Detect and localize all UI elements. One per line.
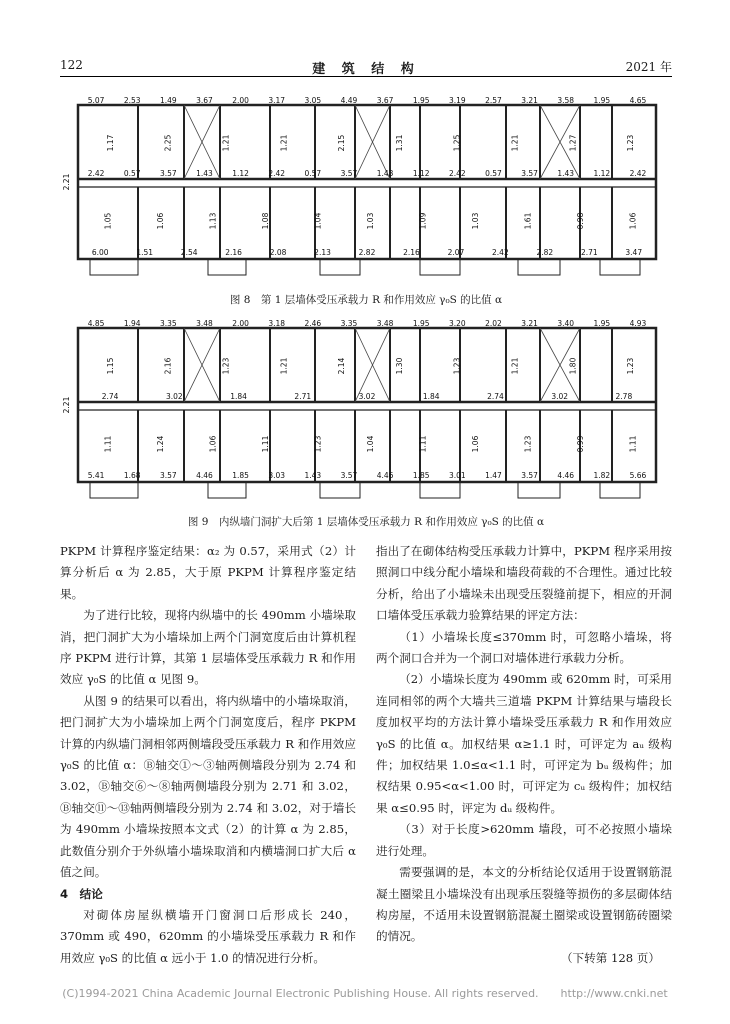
lower-wall-ratio-label: 1.09 <box>418 212 428 230</box>
top-ratio-label: 4.93 <box>629 319 647 328</box>
page-header <box>60 58 672 78</box>
top-ratio-label: 3.58 <box>557 96 575 105</box>
mid-ratio-label: 3.02 <box>165 392 183 401</box>
balcony <box>320 482 360 498</box>
bottom-ratio-label: 5.41 <box>87 471 105 480</box>
lower-wall-ratio-label: 0.99 <box>576 435 586 453</box>
figure-9-caption: 图 9 内纵墙门洞扩大后第 1 层墙体受压承载力 R 和作用效应 γ₀S 的比值 α <box>187 516 545 528</box>
page-number: 122 <box>60 58 83 72</box>
upper-wall-ratio-label: 1.21 <box>279 357 289 375</box>
top-ratio-label: 2.46 <box>304 319 322 328</box>
header-rule <box>60 76 672 77</box>
bottom-ratio-label: 3.03 <box>268 471 286 480</box>
bottom-ratio-label: 1.43 <box>304 471 322 480</box>
bottom-ratio-label: 2.82 <box>358 248 376 257</box>
left-column <box>60 541 356 969</box>
balcony <box>208 259 246 275</box>
lower-wall-ratio-label: 1.06 <box>155 212 165 230</box>
continued-note: （下转第 128 页） <box>560 950 660 965</box>
top-ratio-label: 1.95 <box>593 319 611 328</box>
bottom-ratio-label: 2.54 <box>180 248 198 257</box>
bottom-ratio-label: 3.57 <box>340 471 358 480</box>
bottom-ratio-label: 2.13 <box>314 248 331 257</box>
balcony <box>600 259 640 275</box>
bottom-ratio-label: 1.82 <box>593 471 611 480</box>
upper-wall-ratio-label: 1.30 <box>394 357 404 375</box>
bottom-ratio-label: 5.66 <box>629 471 647 480</box>
figure-8-caption: 图 8 第 1 层墙体受压承载力 R 和作用效应 γ₀S 的比值 α <box>229 294 503 306</box>
top-ratio-label: 3.35 <box>340 319 358 328</box>
top-ratio-label: 3.21 <box>521 96 538 105</box>
upper-wall-ratio-label: 1.80 <box>568 357 578 375</box>
balcony <box>208 482 246 498</box>
balcony <box>320 259 360 275</box>
bottom-ratio-label: 4.46 <box>557 471 575 480</box>
upper-wall-ratio-label: 1.23 <box>626 357 636 375</box>
lower-wall-ratio-label: 1.06 <box>628 212 638 230</box>
top-ratio-label: 1.94 <box>123 319 141 328</box>
upper-wall-ratio-label: 1.21 <box>510 357 520 375</box>
mid-ratio-label: 2.42 <box>629 169 647 178</box>
top-ratio-label: 3.67 <box>196 96 213 105</box>
lower-wall-ratio-label: 1.06 <box>208 435 218 453</box>
mid-ratio-label: 2.78 <box>615 392 633 401</box>
bottom-ratio-label: 2.82 <box>536 248 554 257</box>
upper-wall-ratio-label: 1.23 <box>221 357 231 375</box>
bottom-ratio-label: 1.85 <box>232 471 249 480</box>
balcony <box>90 259 138 275</box>
paragraph: 需要强调的是，本文的分析结论仅适用于设置钢筋混凝土圈梁且小墙垛没有出现承压裂缝等损伤的多层砌体结构房屋，不适用未设置钢筋混凝土圈梁或设置钢筋砖圈梁的情况。 <box>376 865 672 944</box>
top-ratio-label: 3.21 <box>521 319 538 328</box>
plan-outer-wall <box>78 328 656 482</box>
top-ratio-label: 1.95 <box>412 319 430 328</box>
bottom-ratio-label: 2.16 <box>225 248 242 257</box>
top-ratio-label: 4.65 <box>629 96 647 105</box>
paragraph: 指出了在砌体结构受压承载力计算中，PKPM 程序采用按照洞口中线分配小墙垛和墙段荷载的不合理性。通过比较分析，给出了小墙垛未出现受压裂缝前提下，相应的开洞口墙体受压承载力验算结果的评定方法： <box>376 544 672 623</box>
top-ratio-label: 3.67 <box>376 96 394 105</box>
lower-wall-ratio-label: 1.04 <box>366 435 375 453</box>
upper-wall-ratio-label: 1.25 <box>452 134 462 152</box>
mid-ratio-label: 2.42 <box>87 169 105 178</box>
upper-wall-ratio-label: 1.15 <box>105 357 115 375</box>
paragraph: 从图 9 的结果可以看出，将内纵墙中的小墙垛取消，把门洞扩大为小墙垛加上两个门洞宽度后，程序 PKPM 计算的内纵墙门洞相邻两侧墙段受压承载力 R 和作用效应 γ₀S 的比值 α：Ⓑ轴交①～③轴两侧墙段分别为 2.74 和 3.02，Ⓑ轴交⑥～⑧轴两侧墙段分别为 2.71 和 3.02，Ⓑ轴交⑪～⑬轴两侧墙段分别为 2.74 和 3.02，对于墙长为 490mm 小墙垛按照本文式（2）的计算 α 为 2.85，此数值分别介于外纵墙小墙垛取消和内横墙洞口扩大后 α 值之间。 <box>60 693 356 880</box>
top-ratio-label: 1.95 <box>593 96 611 105</box>
upper-wall-ratio-label: 1.23 <box>452 357 462 375</box>
top-ratio-label: 3.18 <box>268 319 286 328</box>
figure-9 <box>60 318 672 510</box>
top-ratio-label: 2.57 <box>485 96 502 105</box>
top-ratio-label: 1.95 <box>412 96 430 105</box>
balcony <box>420 259 460 275</box>
top-ratio-label: 3.48 <box>196 319 213 328</box>
upper-wall-ratio-label: 2.15 <box>337 134 347 152</box>
top-ratio-label: 2.00 <box>232 96 249 105</box>
lower-wall-ratio-label: 1.06 <box>471 435 481 453</box>
mid-ratio-label: 2.42 <box>268 169 286 178</box>
right-column <box>376 541 672 969</box>
mid-ratio-label: 3.02 <box>358 392 376 401</box>
top-ratio-label: 4.49 <box>340 96 358 105</box>
top-ratio-label: 5.07 <box>87 96 105 105</box>
mid-ratio-label: 0.57 <box>485 169 502 178</box>
list-item: （3）对于长度>620mm 墙段，可不必按照小墙垛进行处理。 <box>376 822 672 858</box>
bottom-ratio-label: 3.57 <box>159 471 177 480</box>
paragraph: 为了进行比较，现将内纵墙中的长 490mm 小墙垛取消，把门洞扩大为小墙垛加上两个门洞宽度后由计算机程序 PKPM 进行计算，其第 1 层墙体受压承载力 R 和作用效应 γ₀S 的比值 α 见图 9。 <box>60 608 356 687</box>
lower-wall-ratio-label: 1.11 <box>418 435 428 453</box>
list-item: （1）小墙垛长度≤370mm 时，可忽略小墙垛，将两个洞口合并为一个洞口对墙体进行承载力分析。 <box>376 629 672 666</box>
mid-ratio-label: 3.57 <box>340 169 358 178</box>
lower-wall-ratio-label: 1.04 <box>313 212 323 230</box>
lower-wall-ratio-label: 1.11 <box>628 435 638 453</box>
top-ratio-label: 3.40 <box>557 319 575 328</box>
top-ratio-label: 3.19 <box>448 96 466 105</box>
bottom-ratio-label: 3.57 <box>521 471 538 480</box>
lower-wall-ratio-label: 1.03 <box>366 212 375 230</box>
balcony <box>518 482 560 498</box>
mid-ratio-label: 1.43 <box>196 169 213 178</box>
mid-ratio-label: 0.57 <box>304 169 322 178</box>
upper-wall-ratio-label: 1.27 <box>568 134 578 152</box>
section-heading: 4 结论 <box>60 886 103 901</box>
paragraph: 对砌体房屋纵横墙开门窗洞口后形成长 240，370mm 或 490，620mm 的小墙垛受压承载力 R 和作用效应 γ₀S 的比值 α 远小于 1.0 的情况进行分析。 <box>60 907 356 965</box>
journal-title: 建 筑 结 构 <box>312 62 420 77</box>
balcony <box>420 482 460 498</box>
lower-wall-ratio-label: 1.03 <box>471 212 481 230</box>
bottom-ratio-label: 2.16 <box>403 248 420 257</box>
figure-8-plan <box>60 95 672 287</box>
top-ratio-label: 2.02 <box>485 319 502 328</box>
mid-ratio-label: 2.74 <box>487 392 504 401</box>
bottom-ratio-label: 4.46 <box>376 471 394 480</box>
top-ratio-label: 3.17 <box>268 96 286 105</box>
lower-wall-ratio-label: 1.24 <box>155 435 165 453</box>
lower-wall-ratio-label: 1.05 <box>103 212 113 230</box>
top-ratio-label: 3.20 <box>448 319 466 328</box>
upper-wall-ratio-label: 2.14 <box>337 357 347 375</box>
bottom-ratio-label: 1.85 <box>412 471 430 480</box>
lower-wall-ratio-label: 1.61 <box>523 212 533 230</box>
upper-wall-ratio-label: 1.21 <box>510 134 520 152</box>
upper-wall-ratio-label: 1.23 <box>626 134 636 152</box>
mid-ratio-label: 1.43 <box>376 169 394 178</box>
top-ratio-label: 1.49 <box>159 96 177 105</box>
lower-wall-ratio-label: 1.11 <box>103 435 113 453</box>
mid-ratio-label: 1.43 <box>557 169 575 178</box>
figure-8 <box>60 95 672 287</box>
balcony <box>600 482 640 498</box>
lower-wall-ratio-label: 0.98 <box>576 212 586 230</box>
bottom-ratio-label: 2.71 <box>580 248 598 257</box>
lower-wall-ratio-label: 1.11 <box>260 435 270 453</box>
paragraph: PKPM 计算程序鉴定结果：α₂ 为 0.57，采用式（2）计算分析后 α 为 2.85，大于原 PKPM 计算程序鉴定结果。 <box>60 544 356 601</box>
lower-wall-ratio-label: 1.23 <box>523 435 533 453</box>
list-item: （2）小墙垛长度为 490mm 或 620mm 时，可采用连同相邻的两个大墙共三道墙 PKPM 计算结果与墙段长度加权平均的方法计算小墙垛受压承载力 R 和作用效应 γ₀S 的比值 α。加权结果 α≥1.1 时，可评定为 aᵤ 级构件；加权结果 1.0≤α<1.1 时，可评定为 bᵤ 级构件；加权结果 0.95<α<1.00 时，可评定为 cᵤ 级构件；加权结果 α≤0.95 时，评定为 dᵤ 级构件。 <box>376 672 672 815</box>
figure-9-plan <box>60 318 672 510</box>
upper-wall-ratio-label: 1.31 <box>394 134 404 152</box>
balcony <box>90 482 138 498</box>
upper-wall-ratio-label: 2.25 <box>163 134 173 152</box>
bottom-ratio-label: 1.51 <box>136 248 154 257</box>
bottom-ratio-label: 3.01 <box>448 471 466 480</box>
bottom-ratio-label: 2.42 <box>492 248 509 257</box>
top-ratio-label: 2.53 <box>123 96 141 105</box>
bottom-ratio-label: 3.47 <box>625 248 643 257</box>
lower-wall-ratio-label: 1.08 <box>260 212 270 230</box>
mid-ratio-label: 1.12 <box>412 169 430 178</box>
mid-ratio-label: 2.71 <box>294 392 312 401</box>
upper-wall-ratio-label: 1.21 <box>221 134 231 152</box>
mid-ratio-label: 1.12 <box>232 169 249 178</box>
lower-wall-ratio-label: 1.23 <box>313 435 323 453</box>
mid-ratio-label: 2.74 <box>101 392 119 401</box>
mid-ratio-label: 1.12 <box>593 169 611 178</box>
plan-outer-wall <box>78 105 656 259</box>
gable-ratio-label: 2.21 <box>62 396 71 414</box>
bottom-ratio-label: 2.07 <box>447 248 465 257</box>
mid-ratio-label: 3.57 <box>159 169 177 178</box>
top-ratio-label: 3.35 <box>159 319 177 328</box>
bottom-ratio-label: 2.08 <box>269 248 287 257</box>
top-ratio-label: 3.05 <box>304 96 322 105</box>
bottom-ratio-label: 1.47 <box>485 471 502 480</box>
balcony <box>518 259 560 275</box>
lower-wall-ratio-label: 1.13 <box>208 212 218 230</box>
upper-wall-ratio-label: 1.17 <box>105 134 115 152</box>
gable-ratio-label: 2.21 <box>62 173 71 191</box>
publication-year: 2021 年 <box>625 60 672 74</box>
mid-ratio-label: 1.84 <box>230 392 247 401</box>
mid-ratio-label: 0.57 <box>123 169 141 178</box>
mid-ratio-label: 1.84 <box>422 392 440 401</box>
upper-wall-ratio-label: 2.16 <box>163 357 173 375</box>
top-ratio-label: 3.48 <box>376 319 394 328</box>
copyright-footer: (C)1994-2021 China Academic Journal Electronic Publishing House. All rights reserved. http://www.cnki.net <box>62 987 668 1000</box>
bottom-ratio-label: 1.68 <box>123 471 141 480</box>
mid-ratio-label: 2.42 <box>448 169 466 178</box>
upper-wall-ratio-label: 1.21 <box>279 134 289 152</box>
mid-ratio-label: 3.57 <box>521 169 538 178</box>
top-ratio-label: 2.00 <box>232 319 249 328</box>
bottom-ratio-label: 4.46 <box>196 471 213 480</box>
mid-ratio-label: 3.02 <box>551 392 569 401</box>
top-ratio-label: 4.85 <box>87 319 105 328</box>
bottom-ratio-label: 6.00 <box>91 248 109 257</box>
